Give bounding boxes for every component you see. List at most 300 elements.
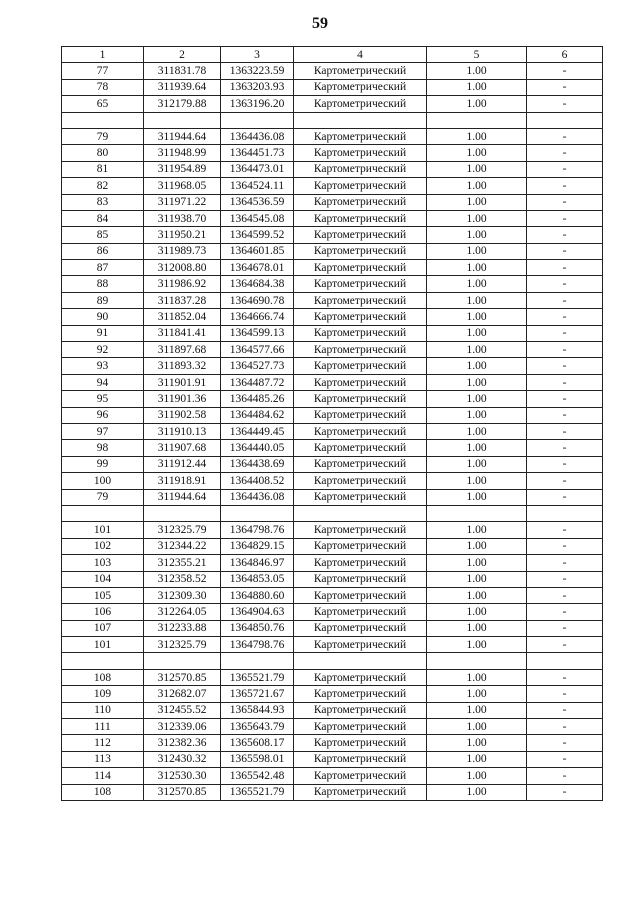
point-number-cell: 87	[62, 260, 144, 276]
y-coordinate-cell: 1364599.13	[221, 325, 294, 341]
point-number-cell: 96	[62, 407, 144, 423]
description-cell	[527, 505, 603, 521]
y-coordinate-cell: 1364678.01	[221, 260, 294, 276]
description-cell: -	[527, 686, 603, 702]
description-cell: -	[527, 489, 603, 505]
method-cell: Картометрический	[294, 391, 427, 407]
x-coordinate-cell: 312682.07	[144, 686, 221, 702]
method-cell: Картометрический	[294, 751, 427, 767]
x-coordinate-cell: 311944.64	[144, 489, 221, 505]
description-cell	[527, 653, 603, 669]
method-cell: Картометрический	[294, 178, 427, 194]
y-coordinate-cell: 1365521.79	[221, 784, 294, 800]
description-cell: -	[527, 456, 603, 472]
column-header: 4	[294, 47, 427, 63]
table-body	[62, 63, 603, 801]
table-row	[62, 96, 603, 112]
table-row	[62, 145, 603, 161]
x-coordinate-cell: 311902.58	[144, 407, 221, 423]
y-coordinate-cell: 1364798.76	[221, 637, 294, 653]
description-cell: -	[527, 751, 603, 767]
page-number: 59	[312, 15, 328, 32]
x-coordinate-cell: 311918.91	[144, 473, 221, 489]
x-coordinate-cell: 312570.85	[144, 669, 221, 685]
x-coordinate-cell: 311968.05	[144, 178, 221, 194]
table-separator-row	[62, 112, 603, 128]
x-coordinate-cell: 311897.68	[144, 342, 221, 358]
accuracy-cell: 1.00	[427, 719, 527, 735]
point-number-cell: 83	[62, 194, 144, 210]
x-coordinate-cell: 312430.32	[144, 751, 221, 767]
accuracy-cell: 1.00	[427, 128, 527, 144]
table-row	[62, 620, 603, 636]
table-row	[62, 587, 603, 603]
method-cell: Картометрический	[294, 292, 427, 308]
method-cell: Картометрический	[294, 358, 427, 374]
x-coordinate-cell: 311893.32	[144, 358, 221, 374]
description-cell: -	[527, 79, 603, 95]
method-cell: Картометрический	[294, 407, 427, 423]
y-coordinate-cell: 1364484.62	[221, 407, 294, 423]
table-row	[62, 735, 603, 751]
x-coordinate-cell: 311901.91	[144, 374, 221, 390]
y-coordinate-cell: 1364599.52	[221, 227, 294, 243]
table-row	[62, 342, 603, 358]
accuracy-cell: 1.00	[427, 620, 527, 636]
y-coordinate-cell: 1364438.69	[221, 456, 294, 472]
point-number-cell	[62, 505, 144, 521]
point-number-cell: 100	[62, 473, 144, 489]
description-cell: -	[527, 440, 603, 456]
y-coordinate-cell	[221, 505, 294, 521]
accuracy-cell: 1.00	[427, 227, 527, 243]
table-row	[62, 751, 603, 767]
table-separator-row	[62, 653, 603, 669]
y-coordinate-cell: 1364666.74	[221, 309, 294, 325]
description-cell: -	[527, 178, 603, 194]
y-coordinate-cell: 1364536.59	[221, 194, 294, 210]
point-number-cell: 65	[62, 96, 144, 112]
y-coordinate-cell: 1364408.52	[221, 473, 294, 489]
y-coordinate-cell: 1365608.17	[221, 735, 294, 751]
point-number-cell: 108	[62, 784, 144, 800]
method-cell: Картометрический	[294, 325, 427, 341]
method-cell	[294, 505, 427, 521]
method-cell: Картометрический	[294, 374, 427, 390]
accuracy-cell: 1.00	[427, 587, 527, 603]
x-coordinate-cell: 311939.64	[144, 79, 221, 95]
accuracy-cell: 1.00	[427, 243, 527, 259]
x-coordinate-cell: 311907.68	[144, 440, 221, 456]
point-number-cell: 77	[62, 63, 144, 79]
column-header: 6	[527, 47, 603, 63]
description-cell: -	[527, 243, 603, 259]
table-row	[62, 489, 603, 505]
point-number-cell: 92	[62, 342, 144, 358]
point-number-cell: 103	[62, 555, 144, 571]
description-cell: -	[527, 735, 603, 751]
table-row	[62, 571, 603, 587]
description-cell: -	[527, 391, 603, 407]
point-number-cell: 111	[62, 719, 144, 735]
table-row	[62, 538, 603, 554]
point-number-cell: 81	[62, 161, 144, 177]
method-cell: Картометрический	[294, 276, 427, 292]
x-coordinate-cell: 311912.44	[144, 456, 221, 472]
point-number-cell: 105	[62, 587, 144, 603]
method-cell: Картометрический	[294, 768, 427, 784]
method-cell: Картометрический	[294, 473, 427, 489]
column-header: 1	[62, 47, 144, 63]
y-coordinate-cell: 1364485.26	[221, 391, 294, 407]
x-coordinate-cell: 311841.41	[144, 325, 221, 341]
x-coordinate-cell: 312570.85	[144, 784, 221, 800]
method-cell: Картометрический	[294, 440, 427, 456]
accuracy-cell: 1.00	[427, 342, 527, 358]
coordinates-table	[61, 46, 603, 801]
method-cell: Картометрический	[294, 784, 427, 800]
x-coordinate-cell: 311986.92	[144, 276, 221, 292]
description-cell: -	[527, 407, 603, 423]
y-coordinate-cell: 1364524.11	[221, 178, 294, 194]
table-row	[62, 292, 603, 308]
accuracy-cell: 1.00	[427, 276, 527, 292]
point-number-cell: 99	[62, 456, 144, 472]
accuracy-cell: 1.00	[427, 440, 527, 456]
table-row	[62, 423, 603, 439]
y-coordinate-cell: 1363196.20	[221, 96, 294, 112]
x-coordinate-cell: 312008.80	[144, 260, 221, 276]
method-cell: Картометрический	[294, 309, 427, 325]
method-cell: Картометрический	[294, 260, 427, 276]
table-row	[62, 374, 603, 390]
description-cell: -	[527, 423, 603, 439]
accuracy-cell: 1.00	[427, 145, 527, 161]
method-cell: Картометрический	[294, 620, 427, 636]
y-coordinate-cell: 1364904.63	[221, 604, 294, 620]
table-row	[62, 719, 603, 735]
y-coordinate-cell: 1364690.78	[221, 292, 294, 308]
column-header: 3	[221, 47, 294, 63]
accuracy-cell: 1.00	[427, 194, 527, 210]
accuracy-cell: 1.00	[427, 210, 527, 226]
table-row	[62, 79, 603, 95]
x-coordinate-cell: 311954.89	[144, 161, 221, 177]
method-cell: Картометрический	[294, 227, 427, 243]
table-header-row	[62, 47, 603, 63]
point-number-cell: 104	[62, 571, 144, 587]
description-cell: -	[527, 309, 603, 325]
method-cell: Картометрический	[294, 522, 427, 538]
point-number-cell: 108	[62, 669, 144, 685]
method-cell: Картометрический	[294, 161, 427, 177]
x-coordinate-cell	[144, 653, 221, 669]
description-cell: -	[527, 702, 603, 718]
y-coordinate-cell: 1364440.05	[221, 440, 294, 456]
x-coordinate-cell: 311831.78	[144, 63, 221, 79]
table-row	[62, 276, 603, 292]
point-number-cell	[62, 112, 144, 128]
accuracy-cell: 1.00	[427, 538, 527, 554]
description-cell: -	[527, 604, 603, 620]
table-row	[62, 243, 603, 259]
accuracy-cell: 1.00	[427, 784, 527, 800]
description-cell: -	[527, 161, 603, 177]
point-number-cell: 107	[62, 620, 144, 636]
x-coordinate-cell: 311910.13	[144, 423, 221, 439]
point-number-cell: 91	[62, 325, 144, 341]
description-cell: -	[527, 538, 603, 554]
table-row	[62, 325, 603, 341]
method-cell: Картометрический	[294, 96, 427, 112]
method-cell	[294, 112, 427, 128]
description-cell: -	[527, 669, 603, 685]
x-coordinate-cell: 311948.99	[144, 145, 221, 161]
accuracy-cell: 1.00	[427, 522, 527, 538]
y-coordinate-cell: 1364850.76	[221, 620, 294, 636]
x-coordinate-cell: 312233.88	[144, 620, 221, 636]
description-cell: -	[527, 620, 603, 636]
accuracy-cell: 1.00	[427, 637, 527, 653]
point-number-cell: 80	[62, 145, 144, 161]
x-coordinate-cell: 312309.30	[144, 587, 221, 603]
method-cell: Картометрический	[294, 194, 427, 210]
description-cell: -	[527, 571, 603, 587]
description-cell: -	[527, 145, 603, 161]
method-cell: Картометрический	[294, 243, 427, 259]
x-coordinate-cell: 311901.36	[144, 391, 221, 407]
x-coordinate-cell	[144, 505, 221, 521]
description-cell: -	[527, 128, 603, 144]
y-coordinate-cell: 1363223.59	[221, 63, 294, 79]
table-row	[62, 456, 603, 472]
x-coordinate-cell: 311971.22	[144, 194, 221, 210]
method-cell: Картометрический	[294, 604, 427, 620]
y-coordinate-cell: 1364436.08	[221, 489, 294, 505]
y-coordinate-cell	[221, 653, 294, 669]
point-number-cell: 79	[62, 489, 144, 505]
point-number-cell: 106	[62, 604, 144, 620]
method-cell: Картометрический	[294, 456, 427, 472]
point-number-cell: 110	[62, 702, 144, 718]
accuracy-cell: 1.00	[427, 702, 527, 718]
y-coordinate-cell: 1365598.01	[221, 751, 294, 767]
point-number-cell: 101	[62, 637, 144, 653]
y-coordinate-cell: 1364846.97	[221, 555, 294, 571]
y-coordinate-cell: 1364577.66	[221, 342, 294, 358]
accuracy-cell: 1.00	[427, 358, 527, 374]
point-number-cell	[62, 653, 144, 669]
method-cell: Картометрический	[294, 145, 427, 161]
accuracy-cell: 1.00	[427, 571, 527, 587]
table-row	[62, 637, 603, 653]
point-number-cell: 85	[62, 227, 144, 243]
y-coordinate-cell: 1364798.76	[221, 522, 294, 538]
method-cell: Картометрический	[294, 637, 427, 653]
accuracy-cell: 1.00	[427, 604, 527, 620]
x-coordinate-cell: 312355.21	[144, 555, 221, 571]
y-coordinate-cell: 1364880.60	[221, 587, 294, 603]
table-row	[62, 194, 603, 210]
point-number-cell: 98	[62, 440, 144, 456]
method-cell: Картометрический	[294, 702, 427, 718]
table-row	[62, 669, 603, 685]
accuracy-cell: 1.00	[427, 292, 527, 308]
column-header: 5	[427, 47, 527, 63]
table-row	[62, 128, 603, 144]
description-cell: -	[527, 522, 603, 538]
x-coordinate-cell	[144, 112, 221, 128]
x-coordinate-cell: 312325.79	[144, 637, 221, 653]
accuracy-cell: 1.00	[427, 96, 527, 112]
description-cell: -	[527, 292, 603, 308]
method-cell: Картометрический	[294, 669, 427, 685]
description-cell: -	[527, 342, 603, 358]
accuracy-cell	[427, 112, 527, 128]
method-cell: Картометрический	[294, 538, 427, 554]
y-coordinate-cell: 1364601.85	[221, 243, 294, 259]
y-coordinate-cell: 1364829.15	[221, 538, 294, 554]
accuracy-cell: 1.00	[427, 735, 527, 751]
y-coordinate-cell: 1363203.93	[221, 79, 294, 95]
accuracy-cell: 1.00	[427, 374, 527, 390]
x-coordinate-cell: 311944.64	[144, 128, 221, 144]
accuracy-cell: 1.00	[427, 79, 527, 95]
point-number-cell: 113	[62, 751, 144, 767]
y-coordinate-cell: 1364684.38	[221, 276, 294, 292]
table-row	[62, 358, 603, 374]
table-row	[62, 768, 603, 784]
accuracy-cell: 1.00	[427, 489, 527, 505]
x-coordinate-cell: 312339.06	[144, 719, 221, 735]
description-cell: -	[527, 260, 603, 276]
table-row	[62, 178, 603, 194]
table-row	[62, 440, 603, 456]
y-coordinate-cell: 1364449.45	[221, 423, 294, 439]
description-cell: -	[527, 473, 603, 489]
accuracy-cell: 1.00	[427, 473, 527, 489]
description-cell: -	[527, 358, 603, 374]
accuracy-cell	[427, 505, 527, 521]
table-row	[62, 391, 603, 407]
table-row	[62, 702, 603, 718]
point-number-cell: 97	[62, 423, 144, 439]
table-row	[62, 309, 603, 325]
table-row	[62, 260, 603, 276]
description-cell: -	[527, 587, 603, 603]
method-cell: Картометрический	[294, 719, 427, 735]
point-number-cell: 88	[62, 276, 144, 292]
point-number-cell: 112	[62, 735, 144, 751]
description-cell: -	[527, 276, 603, 292]
x-coordinate-cell: 311837.28	[144, 292, 221, 308]
method-cell: Картометрический	[294, 423, 427, 439]
description-cell	[527, 112, 603, 128]
x-coordinate-cell: 311938.70	[144, 210, 221, 226]
method-cell: Картометрический	[294, 210, 427, 226]
method-cell: Картометрический	[294, 686, 427, 702]
y-coordinate-cell	[221, 112, 294, 128]
accuracy-cell: 1.00	[427, 686, 527, 702]
accuracy-cell: 1.00	[427, 391, 527, 407]
method-cell: Картометрический	[294, 489, 427, 505]
accuracy-cell: 1.00	[427, 768, 527, 784]
table-row	[62, 522, 603, 538]
y-coordinate-cell: 1365521.79	[221, 669, 294, 685]
x-coordinate-cell: 312530.30	[144, 768, 221, 784]
table-separator-row	[62, 505, 603, 521]
point-number-cell: 95	[62, 391, 144, 407]
description-cell: -	[527, 210, 603, 226]
point-number-cell: 86	[62, 243, 144, 259]
x-coordinate-cell: 311950.21	[144, 227, 221, 243]
y-coordinate-cell: 1364451.73	[221, 145, 294, 161]
y-coordinate-cell: 1365542.48	[221, 768, 294, 784]
x-coordinate-cell: 311852.04	[144, 309, 221, 325]
y-coordinate-cell: 1365643.79	[221, 719, 294, 735]
point-number-cell: 82	[62, 178, 144, 194]
description-cell: -	[527, 374, 603, 390]
y-coordinate-cell: 1364473.01	[221, 161, 294, 177]
table-row	[62, 227, 603, 243]
accuracy-cell: 1.00	[427, 63, 527, 79]
x-coordinate-cell: 312382.36	[144, 735, 221, 751]
method-cell	[294, 653, 427, 669]
y-coordinate-cell: 1364487.72	[221, 374, 294, 390]
method-cell: Картометрический	[294, 63, 427, 79]
table-row	[62, 210, 603, 226]
table-row	[62, 407, 603, 423]
x-coordinate-cell: 312344.22	[144, 538, 221, 554]
method-cell: Картометрический	[294, 587, 427, 603]
table-row	[62, 555, 603, 571]
description-cell: -	[527, 768, 603, 784]
method-cell: Картометрический	[294, 79, 427, 95]
method-cell: Картометрический	[294, 571, 427, 587]
description-cell: -	[527, 637, 603, 653]
accuracy-cell: 1.00	[427, 309, 527, 325]
column-header: 2	[144, 47, 221, 63]
x-coordinate-cell: 312325.79	[144, 522, 221, 538]
description-cell: -	[527, 555, 603, 571]
table-row	[62, 63, 603, 79]
table-row	[62, 161, 603, 177]
point-number-cell: 102	[62, 538, 144, 554]
y-coordinate-cell: 1364545.08	[221, 210, 294, 226]
x-coordinate-cell: 312179.88	[144, 96, 221, 112]
point-number-cell: 109	[62, 686, 144, 702]
point-number-cell: 114	[62, 768, 144, 784]
y-coordinate-cell: 1365721.67	[221, 686, 294, 702]
accuracy-cell: 1.00	[427, 325, 527, 341]
point-number-cell: 94	[62, 374, 144, 390]
method-cell: Картометрический	[294, 342, 427, 358]
description-cell: -	[527, 63, 603, 79]
point-number-cell: 90	[62, 309, 144, 325]
point-number-cell: 84	[62, 210, 144, 226]
table-row	[62, 604, 603, 620]
method-cell: Картометрический	[294, 735, 427, 751]
description-cell: -	[527, 194, 603, 210]
accuracy-cell: 1.00	[427, 423, 527, 439]
point-number-cell: 89	[62, 292, 144, 308]
x-coordinate-cell: 312455.52	[144, 702, 221, 718]
y-coordinate-cell: 1364853.05	[221, 571, 294, 587]
description-cell: -	[527, 227, 603, 243]
y-coordinate-cell: 1365844.93	[221, 702, 294, 718]
accuracy-cell: 1.00	[427, 669, 527, 685]
y-coordinate-cell: 1364527.73	[221, 358, 294, 374]
